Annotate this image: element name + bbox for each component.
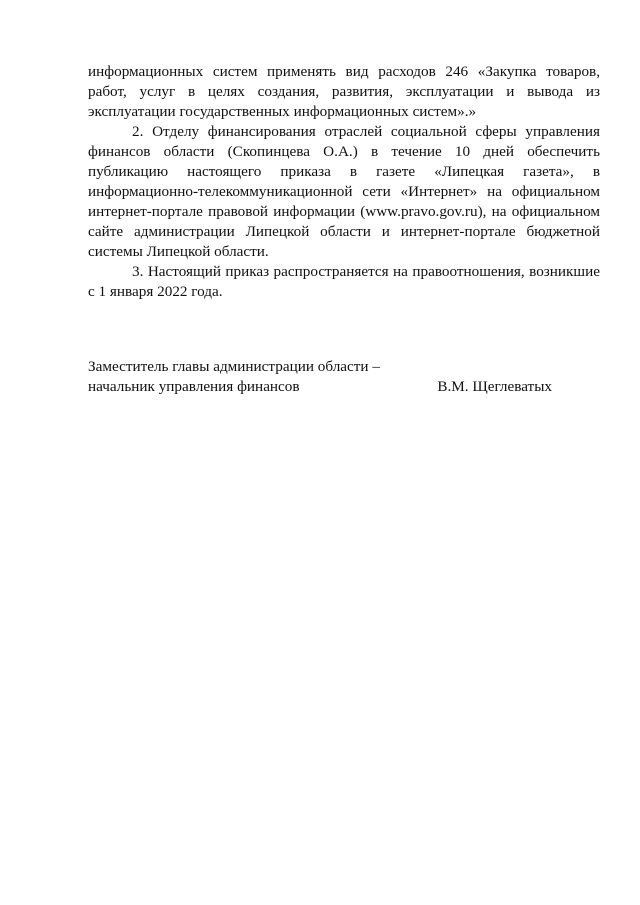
paragraph-continuation: информационных систем применять вид расходов 246 «Закупка товаров, работ, услуг в целях создания, развития, эксплуатации и вывода из эксплуатации государственных информационных систем».» [88, 63, 600, 120]
signature-block [88, 357, 558, 397]
signatory-name: В.М. Щеглеватых [437, 378, 552, 395]
paragraph-item-2: 2. Отделу финансирования отраслей социальной сферы управления финансов области (Скопинцева О.А.) в течение 10 дней обеспечить публикацию настоящего приказа в газете «Липецкая газета», в информационно-телекоммуникационной сети «Интернет» на официальном интернет-портале правовой информации (www.pravo.gov.ru), на официальном сайте администрации Липецкой области и интернет-портале бюджетной системы Липецкой области. [88, 123, 600, 260]
document-body [88, 62, 600, 302]
signatory-position-line-1: Заместитель главы администрации области – [88, 358, 380, 375]
signatory-position-line-2: начальник управления финансов [88, 378, 300, 395]
paragraph-item-3: 3. Настоящий приказ распространяется на правоотношения, возникшие с 1 января 2022 года. [88, 263, 600, 300]
